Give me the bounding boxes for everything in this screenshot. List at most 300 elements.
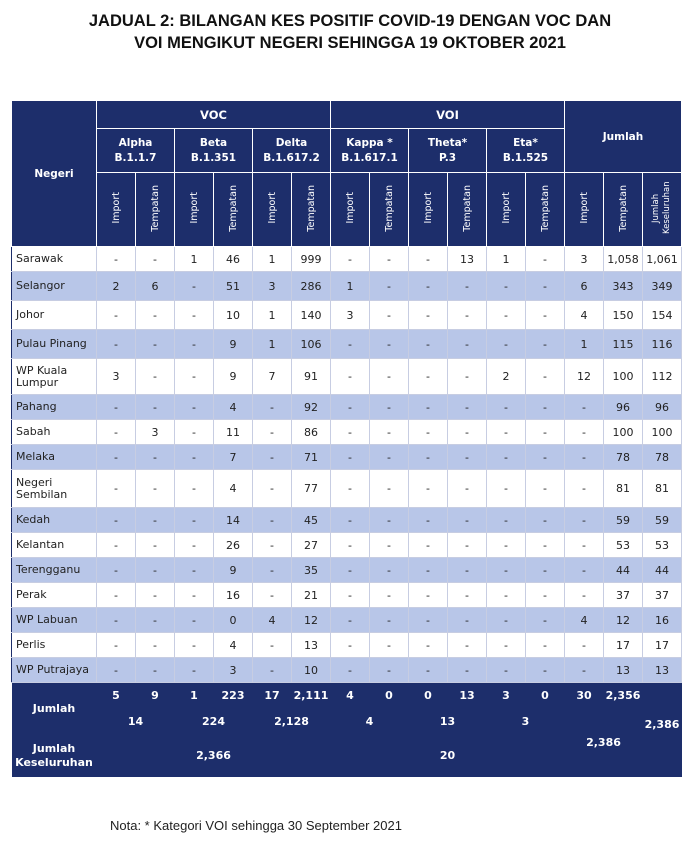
data-cell: - bbox=[409, 359, 448, 395]
variant-total-theta: 13 bbox=[409, 709, 487, 735]
data-cell: 6 bbox=[565, 272, 604, 301]
sub-header-tempatan-text: Tempatan bbox=[227, 184, 239, 232]
data-cell: - bbox=[448, 301, 487, 330]
data-cell: - bbox=[448, 508, 487, 533]
table-row bbox=[12, 533, 682, 558]
header-voi: VOI bbox=[331, 101, 565, 129]
data-cell: - bbox=[526, 330, 565, 359]
data-cell: 44 bbox=[604, 558, 643, 583]
data-cell: - bbox=[175, 658, 214, 683]
data-cell: 26 bbox=[214, 533, 253, 558]
data-cell: - bbox=[526, 301, 565, 330]
data-cell: - bbox=[487, 445, 526, 470]
data-cell: 59 bbox=[604, 508, 643, 533]
data-cell: 71 bbox=[292, 445, 331, 470]
data-cell: - bbox=[136, 359, 175, 395]
data-cell: 115 bbox=[604, 330, 643, 359]
sub-header-tempatan-text: Tempatan bbox=[617, 184, 629, 232]
variant-total-alpha: 14 bbox=[97, 709, 175, 735]
total-cell: 2,111 bbox=[292, 683, 331, 709]
data-cell: 286 bbox=[292, 272, 331, 301]
data-cell: 81 bbox=[643, 470, 682, 508]
data-cell: - bbox=[526, 533, 565, 558]
data-cell: - bbox=[175, 583, 214, 608]
data-cell: - bbox=[565, 558, 604, 583]
data-cell: - bbox=[526, 247, 565, 272]
data-cell: 1 bbox=[253, 301, 292, 330]
data-cell: - bbox=[409, 420, 448, 445]
data-cell: - bbox=[97, 658, 136, 683]
data-cell: 112 bbox=[643, 359, 682, 395]
data-cell: - bbox=[448, 583, 487, 608]
sub-header-tempatan bbox=[292, 173, 331, 247]
data-cell: - bbox=[97, 608, 136, 633]
data-cell: - bbox=[487, 608, 526, 633]
data-cell: - bbox=[331, 420, 370, 445]
sub-header-tempatan-text: Tempatan bbox=[539, 184, 551, 232]
data-cell: - bbox=[487, 301, 526, 330]
data-cell: - bbox=[175, 301, 214, 330]
data-cell: - bbox=[175, 558, 214, 583]
variant-name: Alpha bbox=[118, 136, 153, 149]
data-cell: - bbox=[253, 508, 292, 533]
sub-header-import bbox=[253, 173, 292, 247]
data-cell: - bbox=[448, 608, 487, 633]
data-cell: - bbox=[526, 508, 565, 533]
data-cell: 9 bbox=[214, 359, 253, 395]
data-cell: 4 bbox=[565, 301, 604, 330]
data-cell: - bbox=[409, 470, 448, 508]
data-cell: 0 bbox=[214, 608, 253, 633]
sub-header-tempatan bbox=[448, 173, 487, 247]
data-cell: - bbox=[409, 272, 448, 301]
data-cell: 92 bbox=[292, 395, 331, 420]
data-cell: - bbox=[370, 420, 409, 445]
data-cell: 12 bbox=[292, 608, 331, 633]
data-cell: - bbox=[331, 445, 370, 470]
total-cell: 223 bbox=[214, 683, 253, 709]
data-cell: - bbox=[97, 533, 136, 558]
data-cell: 96 bbox=[643, 395, 682, 420]
sub-header-tempatan-text: Tempatan bbox=[461, 184, 473, 232]
data-cell: - bbox=[448, 470, 487, 508]
data-cell: 100 bbox=[643, 420, 682, 445]
data-cell: - bbox=[97, 301, 136, 330]
data-cell: 150 bbox=[604, 301, 643, 330]
variant-code: B.1.1.7 bbox=[114, 151, 157, 164]
data-cell: 46 bbox=[214, 247, 253, 272]
data-cell: 77 bbox=[292, 470, 331, 508]
data-cell: 4 bbox=[253, 608, 292, 633]
overall-voi-total: 20 bbox=[331, 735, 565, 777]
data-cell: 2 bbox=[97, 272, 136, 301]
variant-code: B.1.617.1 bbox=[341, 151, 398, 164]
table-row bbox=[12, 420, 682, 445]
data-cell: - bbox=[448, 533, 487, 558]
sub-header-jumlah-keseluruhan bbox=[643, 173, 682, 247]
data-cell: - bbox=[370, 583, 409, 608]
data-cell: - bbox=[253, 395, 292, 420]
table-row bbox=[12, 301, 682, 330]
variant-header bbox=[331, 129, 409, 173]
table-row bbox=[12, 508, 682, 533]
data-cell: 3 bbox=[214, 658, 253, 683]
data-cell: - bbox=[97, 395, 136, 420]
data-cell: - bbox=[370, 633, 409, 658]
sub-header-jumlah-keseluruhan-text: Jumlah Keseluruhan bbox=[651, 181, 672, 235]
data-cell: - bbox=[448, 330, 487, 359]
data-cell: - bbox=[370, 247, 409, 272]
data-cell: - bbox=[97, 633, 136, 658]
variant-name: Kappa * bbox=[346, 136, 393, 149]
data-cell: 3 bbox=[253, 272, 292, 301]
data-cell: - bbox=[253, 633, 292, 658]
data-cell: 1,058 bbox=[604, 247, 643, 272]
data-cell: - bbox=[409, 558, 448, 583]
data-cell: - bbox=[526, 445, 565, 470]
data-cell: - bbox=[565, 445, 604, 470]
data-cell: 51 bbox=[214, 272, 253, 301]
data-cell: 4 bbox=[214, 633, 253, 658]
state-name: Perlis bbox=[12, 633, 97, 658]
data-cell: - bbox=[409, 583, 448, 608]
data-cell: 21 bbox=[292, 583, 331, 608]
data-cell: - bbox=[136, 470, 175, 508]
data-cell: 91 bbox=[292, 359, 331, 395]
data-cell: 140 bbox=[292, 301, 331, 330]
sub-header-tempatan bbox=[136, 173, 175, 247]
data-cell: 116 bbox=[643, 330, 682, 359]
data-cell: 2 bbox=[487, 359, 526, 395]
variant-name: Theta* bbox=[427, 136, 468, 149]
data-cell: 13 bbox=[448, 247, 487, 272]
data-cell: - bbox=[175, 608, 214, 633]
data-cell: - bbox=[331, 608, 370, 633]
data-cell: - bbox=[97, 247, 136, 272]
data-cell: - bbox=[253, 583, 292, 608]
data-cell: 86 bbox=[292, 420, 331, 445]
data-cell: 100 bbox=[604, 359, 643, 395]
data-cell: - bbox=[565, 533, 604, 558]
table-row bbox=[12, 395, 682, 420]
data-cell: 37 bbox=[643, 583, 682, 608]
data-cell: 16 bbox=[214, 583, 253, 608]
total-cell: 30 bbox=[565, 683, 604, 709]
total-cell: 0 bbox=[409, 683, 448, 709]
data-cell: 100 bbox=[604, 420, 643, 445]
data-cell: - bbox=[175, 445, 214, 470]
data-cell: - bbox=[331, 330, 370, 359]
data-cell: - bbox=[331, 470, 370, 508]
data-cell: - bbox=[448, 395, 487, 420]
variant-code: P.3 bbox=[438, 151, 457, 164]
variant-header bbox=[253, 129, 331, 173]
data-cell: - bbox=[448, 558, 487, 583]
sub-header-import bbox=[409, 173, 448, 247]
data-cell: - bbox=[487, 658, 526, 683]
data-cell: - bbox=[565, 420, 604, 445]
data-cell: - bbox=[448, 445, 487, 470]
title-line-2: VOI MENGIKUT NEGERI SEHINGGA 19 OKTOBER 2021 bbox=[134, 34, 566, 52]
data-cell: - bbox=[331, 583, 370, 608]
data-cell: - bbox=[136, 247, 175, 272]
data-cell: 78 bbox=[604, 445, 643, 470]
data-cell: - bbox=[253, 445, 292, 470]
data-cell: - bbox=[448, 420, 487, 445]
state-name: Perak bbox=[12, 583, 97, 608]
data-cell: - bbox=[253, 558, 292, 583]
table-row bbox=[12, 272, 682, 301]
sub-header-tempatan bbox=[526, 173, 565, 247]
state-name: WP Labuan bbox=[12, 608, 97, 633]
sub-header-import bbox=[175, 173, 214, 247]
total-cell: 3 bbox=[487, 683, 526, 709]
state-name: Sarawak bbox=[12, 247, 97, 272]
totals-label: Jumlah bbox=[12, 683, 97, 735]
data-cell: - bbox=[448, 272, 487, 301]
data-cell: 7 bbox=[214, 445, 253, 470]
data-cell: 4 bbox=[214, 395, 253, 420]
state-name: Kedah bbox=[12, 508, 97, 533]
data-cell: 12 bbox=[604, 608, 643, 633]
data-cell: - bbox=[409, 633, 448, 658]
overall-label bbox=[12, 735, 97, 777]
data-cell: 16 bbox=[643, 608, 682, 633]
footnote: Nota: * Kategori VOI sehingga 30 September 2021 bbox=[110, 818, 402, 833]
data-cell: - bbox=[487, 533, 526, 558]
data-cell: - bbox=[409, 658, 448, 683]
data-cell: 1 bbox=[253, 330, 292, 359]
data-cell: 1 bbox=[565, 330, 604, 359]
data-cell: - bbox=[331, 633, 370, 658]
data-cell: 45 bbox=[292, 508, 331, 533]
data-cell: - bbox=[565, 470, 604, 508]
data-cell: 13 bbox=[292, 633, 331, 658]
sub-header-import-text: Import bbox=[422, 192, 434, 224]
table-row bbox=[12, 583, 682, 608]
table-row bbox=[12, 608, 682, 633]
data-cell: - bbox=[370, 301, 409, 330]
variant-header bbox=[97, 129, 175, 173]
variant-header bbox=[175, 129, 253, 173]
total-cell: 0 bbox=[370, 683, 409, 709]
data-cell: - bbox=[487, 330, 526, 359]
total-cell: 2,356 bbox=[604, 683, 643, 709]
sub-header-import-text: Import bbox=[266, 192, 278, 224]
data-cell: - bbox=[175, 420, 214, 445]
table-row bbox=[12, 658, 682, 683]
data-cell: - bbox=[253, 420, 292, 445]
variant-total-beta: 224 bbox=[175, 709, 253, 735]
data-cell: - bbox=[409, 247, 448, 272]
data-cell: 96 bbox=[604, 395, 643, 420]
data-cell: - bbox=[136, 658, 175, 683]
data-cell: - bbox=[370, 508, 409, 533]
total-cell: 13 bbox=[448, 683, 487, 709]
sub-header-tempatan-text: Tempatan bbox=[305, 184, 317, 232]
variant-name: Delta bbox=[275, 136, 308, 149]
data-cell: - bbox=[370, 330, 409, 359]
table-row bbox=[12, 330, 682, 359]
header-voc: VOC bbox=[97, 101, 331, 129]
data-cell: 154 bbox=[643, 301, 682, 330]
data-cell: 9 bbox=[214, 558, 253, 583]
data-cell: - bbox=[136, 608, 175, 633]
data-cell: - bbox=[97, 445, 136, 470]
data-cell: - bbox=[526, 395, 565, 420]
data-cell: - bbox=[136, 583, 175, 608]
data-cell: - bbox=[409, 330, 448, 359]
variant-header bbox=[487, 129, 565, 173]
data-cell: 1 bbox=[253, 247, 292, 272]
data-cell: 53 bbox=[604, 533, 643, 558]
jumlah-import-tempatan: 2,386 bbox=[565, 709, 643, 777]
data-cell: 53 bbox=[643, 533, 682, 558]
data-cell: 3 bbox=[331, 301, 370, 330]
state-name: WP Kuala Lumpur bbox=[12, 359, 97, 395]
data-cell: - bbox=[331, 359, 370, 395]
state-name: Melaka bbox=[12, 445, 97, 470]
total-cell: 1 bbox=[175, 683, 214, 709]
data-cell: - bbox=[331, 247, 370, 272]
data-cell: 106 bbox=[292, 330, 331, 359]
data-cell: - bbox=[331, 533, 370, 558]
data-cell: - bbox=[175, 533, 214, 558]
data-cell: - bbox=[448, 633, 487, 658]
data-cell: - bbox=[487, 558, 526, 583]
data-cell: 1 bbox=[175, 247, 214, 272]
data-cell: - bbox=[565, 508, 604, 533]
data-cell: - bbox=[253, 658, 292, 683]
total-cell: 5 bbox=[97, 683, 136, 709]
data-cell: 81 bbox=[604, 470, 643, 508]
data-cell: - bbox=[370, 395, 409, 420]
data-cell: 349 bbox=[643, 272, 682, 301]
data-cell: - bbox=[175, 330, 214, 359]
data-cell: - bbox=[487, 470, 526, 508]
data-cell: - bbox=[370, 533, 409, 558]
data-cell: 13 bbox=[604, 658, 643, 683]
data-cell: - bbox=[253, 533, 292, 558]
data-cell: - bbox=[370, 608, 409, 633]
data-cell: - bbox=[526, 272, 565, 301]
data-cell: 27 bbox=[292, 533, 331, 558]
data-cell: - bbox=[97, 330, 136, 359]
header-negeri: Negeri bbox=[12, 101, 97, 247]
state-name: Selangor bbox=[12, 272, 97, 301]
header-jumlah: Jumlah bbox=[565, 101, 682, 173]
data-cell: 14 bbox=[214, 508, 253, 533]
table-row bbox=[12, 359, 682, 395]
data-cell: 7 bbox=[253, 359, 292, 395]
sub-header-import-text: Import bbox=[110, 192, 122, 224]
state-name: Johor bbox=[12, 301, 97, 330]
data-cell: - bbox=[409, 301, 448, 330]
data-cell: 10 bbox=[214, 301, 253, 330]
sub-header-tempatan bbox=[214, 173, 253, 247]
data-cell: - bbox=[487, 272, 526, 301]
state-name: Kelantan bbox=[12, 533, 97, 558]
data-cell: - bbox=[565, 583, 604, 608]
state-name: Pahang bbox=[12, 395, 97, 420]
data-cell: - bbox=[175, 395, 214, 420]
data-cell: - bbox=[136, 633, 175, 658]
state-name: Sabah bbox=[12, 420, 97, 445]
data-cell: - bbox=[331, 658, 370, 683]
variant-total-eta: 3 bbox=[487, 709, 565, 735]
data-cell: 59 bbox=[643, 508, 682, 533]
overall-spacer bbox=[643, 735, 682, 777]
data-cell: - bbox=[97, 420, 136, 445]
data-cell: 4 bbox=[214, 470, 253, 508]
data-cell: - bbox=[448, 658, 487, 683]
data-cell: 343 bbox=[604, 272, 643, 301]
data-cell: - bbox=[565, 633, 604, 658]
data-cell: - bbox=[409, 445, 448, 470]
table-row bbox=[12, 445, 682, 470]
title-line-1: JADUAL 2: BILANGAN KES POSITIF COVID-19 DENGAN VOC DAN bbox=[88, 12, 612, 30]
sub-header-import-text: Import bbox=[500, 192, 512, 224]
data-cell: - bbox=[331, 558, 370, 583]
variant-name: Beta bbox=[199, 136, 228, 149]
data-cell: - bbox=[526, 359, 565, 395]
grand-total: 2,386 bbox=[643, 683, 682, 735]
data-cell: - bbox=[526, 633, 565, 658]
variant-total-delta: 2,128 bbox=[253, 709, 331, 735]
table-row bbox=[12, 247, 682, 272]
data-cell: - bbox=[175, 359, 214, 395]
data-cell: 9 bbox=[214, 330, 253, 359]
data-cell: - bbox=[487, 508, 526, 533]
data-cell: - bbox=[487, 583, 526, 608]
data-cell: - bbox=[409, 508, 448, 533]
sub-header-import bbox=[487, 173, 526, 247]
sub-header-import bbox=[97, 173, 136, 247]
sub-header-import bbox=[331, 173, 370, 247]
data-cell: - bbox=[253, 470, 292, 508]
data-cell: 999 bbox=[292, 247, 331, 272]
data-cell: - bbox=[526, 420, 565, 445]
data-cell: - bbox=[97, 508, 136, 533]
data-cell: 1 bbox=[487, 247, 526, 272]
data-cell: 13 bbox=[643, 658, 682, 683]
data-cell: - bbox=[370, 558, 409, 583]
data-cell: 11 bbox=[214, 420, 253, 445]
data-cell: - bbox=[97, 470, 136, 508]
state-name: Terengganu bbox=[12, 558, 97, 583]
table-row bbox=[12, 633, 682, 658]
sub-header-import-text: Import bbox=[578, 192, 590, 224]
data-cell: - bbox=[526, 608, 565, 633]
data-cell: - bbox=[487, 420, 526, 445]
data-cell: - bbox=[370, 445, 409, 470]
data-cell: - bbox=[136, 301, 175, 330]
variant-name: Eta* bbox=[513, 136, 538, 149]
variant-code: B.1.525 bbox=[502, 151, 549, 164]
data-cell: - bbox=[565, 395, 604, 420]
data-cell: 17 bbox=[604, 633, 643, 658]
data-cell: 3 bbox=[565, 247, 604, 272]
data-cell: - bbox=[136, 395, 175, 420]
data-cell: 1,061 bbox=[643, 247, 682, 272]
data-cell: - bbox=[331, 395, 370, 420]
sub-header-import-text: Import bbox=[344, 192, 356, 224]
data-cell: - bbox=[97, 583, 136, 608]
data-cell: - bbox=[487, 633, 526, 658]
data-cell: - bbox=[409, 533, 448, 558]
sub-header-tempatan-text: Tempatan bbox=[149, 184, 161, 232]
variant-header bbox=[409, 129, 487, 173]
